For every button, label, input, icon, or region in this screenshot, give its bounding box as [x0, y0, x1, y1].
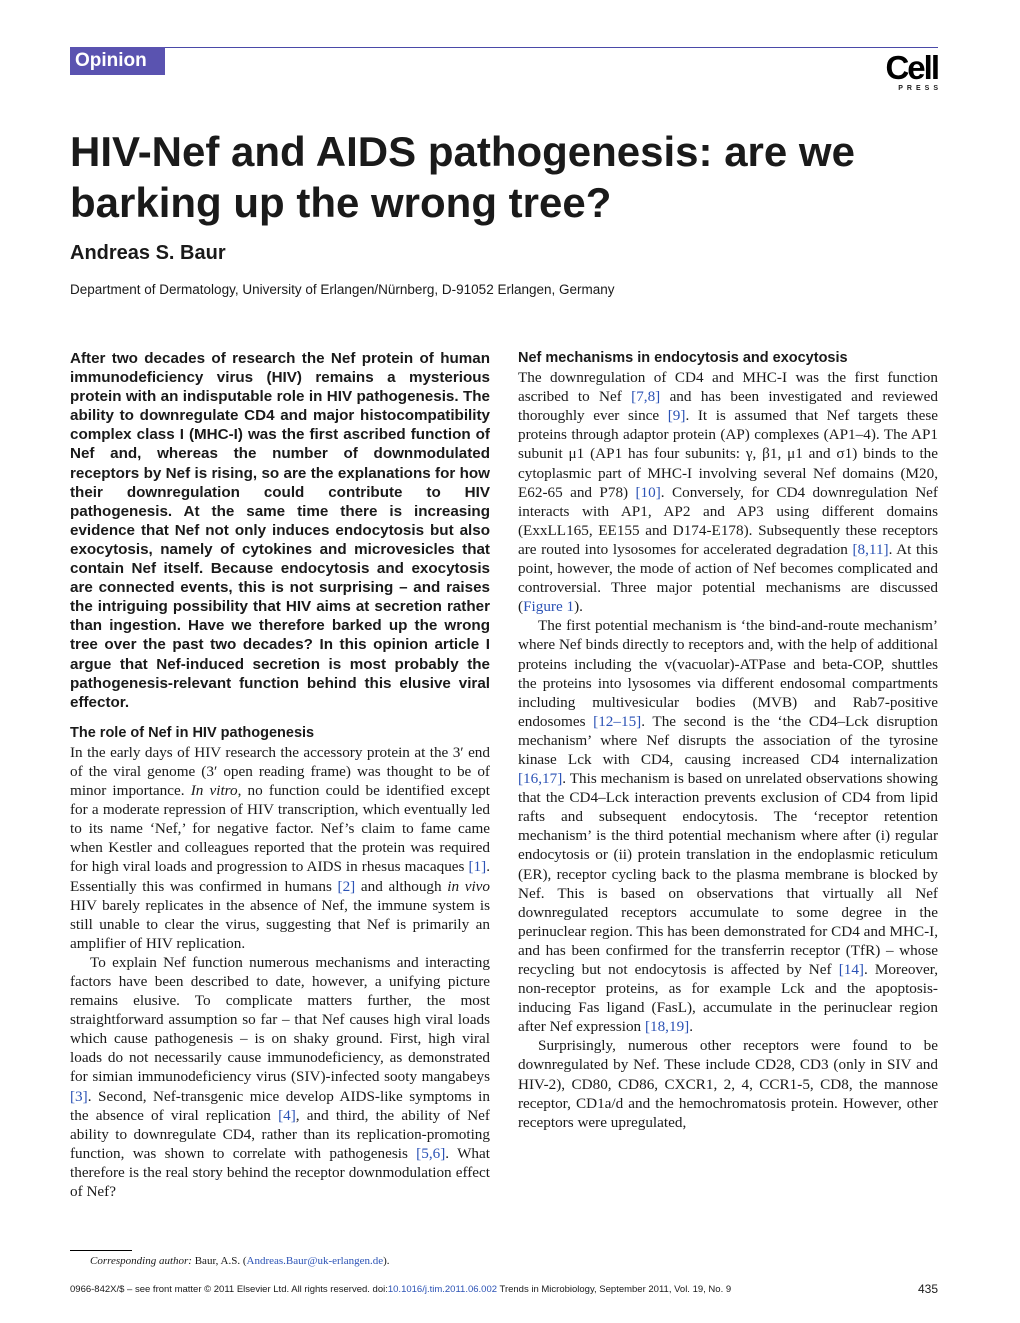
- citation-link[interactable]: [9]: [667, 407, 686, 425]
- logo-word: Cell: [885, 49, 938, 86]
- paragraph: In the early days of HIV research the accessory protein at the 3′ end of the viral genome (3′ open reading frame) was thought to be of minor importance. In vitro, no function could be identified except for a moderate repression of HIV transcription, which eventually led to its name ‘Nef,’ for negative factor. Nef’s claim to fame came when Kestler and colleagues reported that the protein was required for high viral loads and progression to AIDS in rhesus macaques [1]. Essentially this was confirmed in humans [2] and although in vivo HIV barely replicates in the absence of Nef, the immune system is still unable to clear the virus, suggesting that Nef is primarily an amplifier of HIV replication.: [70, 743, 490, 952]
- section-heading-mechanisms: Nef mechanisms in endocytosis and exocytosis: [518, 350, 848, 366]
- paragraph: Surprisingly, numerous other receptors were found to be downregulated by Nef. These include CD28, CD3 (only in SIV and HIV-2), CD80, CD86, CXCR1, 2, 4, CCR1-5, CD8, the mannose receptor, CD1a/d and the hemochromatosis protein. However, other receptors were upregulated,: [518, 1037, 938, 1131]
- front-matter: 0966-842X/$ – see front matter © 2011 Elsevier Ltd. All rights reserved. doi:: [70, 1284, 388, 1295]
- article-title: HIV-Nef and AIDS pathogenesis: are we barking up the wrong tree?: [70, 128, 855, 226]
- citation-link[interactable]: [7,8]: [631, 388, 661, 406]
- citation-link[interactable]: [4]: [278, 1106, 296, 1124]
- citation-link[interactable]: [1]: [468, 858, 487, 876]
- section-tag: Opinion: [70, 47, 165, 75]
- page-footer: [70, 1284, 938, 1295]
- citation-link[interactable]: [2]: [337, 877, 356, 895]
- paragraph: The first potential mechanism is ‘the bind-and-route mechanism’ where Nef binds directly to receptors and, with the help of additional proteins including the v(vacuolar)-ATPase and beta-COP, shuttles the proteins into lysosomes via different endosomal compartments including multivesicular bodies (MVB) and Rab7-positive endosomes [12–15]. The second is the ‘the CD4–Lck disruption mechanism’ where Nef disrupts the association of the tyrosine kinase Lck with CD4, causing increased CD4 internalization [16,17]. This mechanism is based on unrelated observations showing that the CD4–Lck interaction prevents exclusion of CD4 from lipid rafts and subsequent endocytosis. The ‘receptor retention mechanism’ is the third potential mechanism where after (i) regular endocytosis or (ii) protein translation in the endoplasmic reticulum (ER), receptor cycling back to the plasma membrane is blocked by Nef. This is based on observations that virtually all Nef downregulated receptors accumulate to some degree in the perinuclear region. This has been demonstrated for CD4 and MHC-I, and has been confirmed for the transferrin receptor (TfR) – whose recycling but not endocytosis is affected by Nef [14]. Moreover, non-receptor proteins, as for example Lck and the apoptosis-inducing Fas ligand (FasL), accumulate in the perinuclear region after Nef expression [18,19].: [518, 617, 938, 1036]
- header-rule: [70, 47, 938, 48]
- citation-link[interactable]: [18,19]: [644, 1018, 690, 1036]
- right-column: [518, 349, 938, 1132]
- section-heading-role: The role of Nef in HIV pathogenesis: [70, 724, 315, 741]
- paragraph: The downregulation of CD4 and MHC-I was the first function ascribed to Nef [7,8] and has been investigated and reviewed thoroughly ever since [9]. It is assumed that Nef targets these proteins through adaptor protein (AP) complexes (AP1–4). The AP1 subunit μ1 (AP1 has four subunits: γ, β1, μ1 and σ1) binds to the cytoplasmic part of MHC-I involving several Nef domains (M20, E62-65 and P78) [10]. Conversely, for CD4 downregulation Nef interacts with AP1, AP2 and AP3 using different domains (ExxLL165, EE155 and D174-E178). Subsequently these receptors are routed into lysosomes for accelerated degradation [8,11]. At this point, however, the mode of action of Nef becomes complicated and controversial. Three major potential mechanisms are discussed (Figure 1).: [518, 369, 938, 616]
- citation-link[interactable]: [5,6]: [416, 1144, 446, 1162]
- page-number: 435: [917, 1282, 938, 1296]
- email-link[interactable]: Andreas.Baur@uk-erlangen.de: [246, 1255, 384, 1267]
- citation-link[interactable]: [3]: [70, 1087, 88, 1105]
- left-column: [70, 349, 490, 1201]
- citation-link[interactable]: [16,17]: [518, 770, 563, 788]
- footnote-rule: [70, 1250, 132, 1251]
- figure-link[interactable]: Figure 1: [523, 598, 575, 616]
- corresponding-author-note: Corresponding author: Baur, A.S. (Andreas.Baur@uk-erlangen.de).: [90, 1255, 390, 1267]
- journal-logo: [876, 49, 942, 93]
- author-affiliation: Department of Dermatology, University of Erlangen/Nürnberg, D-91052 Erlangen, Germany: [70, 282, 615, 297]
- citation-link[interactable]: [14]: [838, 961, 864, 978]
- citation-link[interactable]: [8,11]: [852, 540, 889, 558]
- abstract: After two decades of research the Nef protein of human immunodeficiency virus (HIV) remains a mysterious protein with an indisputable role in HIV pathogenesis. The ability to downregulate CD4 and major histocompatibility complex class I (MHC-I) was the first ascribed function of Nef and, whereas the number of downmodulated receptors by Nef is rising, so are the explanations for how their downregulation could contribute to HIV pathogenesis. At the same time there is increasing evidence that Nef not only induces endocytosis but also exocytosis, namely of cytokines and microvesicles that contain Nef itself. Because endocytosis and exocytosis are connected events, this is not surprising – and raises the intriguing possibility that HIV aims at secretion rather than ingestion. Have we therefore barked up the wrong tree over the past two decades? In this opinion article I argue that Nef-induced secretion is most probably the pathogenesis-relevant function behind this elusive viral effector.: [70, 350, 490, 711]
- logo-subtitle: PRESS: [898, 85, 942, 92]
- citation-link[interactable]: [10]: [635, 483, 661, 501]
- doi-link[interactable]: 10.1016/j.tim.2011.06.002: [387, 1284, 498, 1295]
- journal-citation: Trends in Microbiology, September 2011, Vol. 19, No. 9: [497, 1284, 732, 1295]
- paragraph: To explain Nef function numerous mechanisms and interacting factors have been described to date, however, a unifying picture remains elusive. To complicate matters further, the most straightforward assumption so far – that Nef causes high viral loads which cause pathogenesis – is on shaky ground. First, high viral loads do not necessarily cause immunodeficiency, as demonstrated for simian immunodeficiency virus (SIV)-infected sooty mangabeys [3]. Second, Nef-transgenic mice develop AIDS-like symptoms in the absence of viral replication [4], and third, the ability of Nef ability to downregulate CD4, rather than its replication-promoting function, was shown to correlate with pathogenesis [5,6]. What therefore is the real story behind the receptor downmodulation effect of Nef?: [70, 953, 490, 1201]
- author-name: Andreas S. Baur: [70, 242, 226, 264]
- citation-link[interactable]: [12–15]: [593, 712, 642, 730]
